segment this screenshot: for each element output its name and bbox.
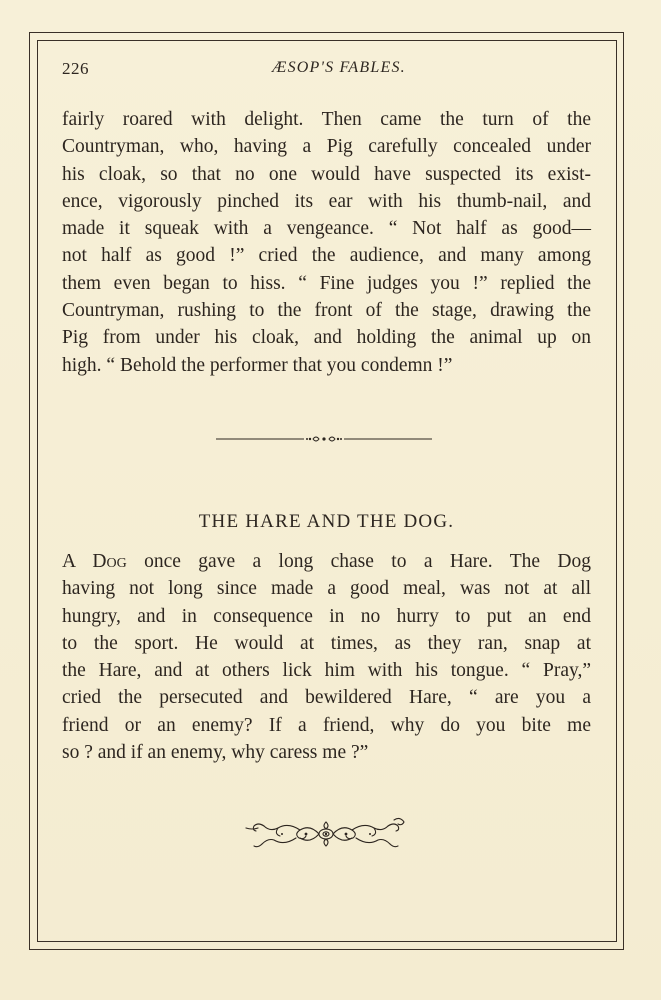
text-line: Pig from under his cloak, and holding the animal up on [62,327,591,349]
text-line: ence, vigorously pinched its ear with his thumb-nail, and [62,190,591,212]
section-divider-ornament [216,432,432,446]
first-line-rest: once gave a long chase to a Hare. The Dog [126,551,591,572]
text-line: friend or an enemy? If a friend, why do you bite me [62,714,591,736]
text-line: hungry, and in consequence in no hurry to put an end [62,605,591,627]
text-line: not half as good !” cried the audience, and many among [62,245,591,267]
text-line: fairly roared with delight. Then came the turn of the [62,109,591,130]
tailpiece-ornament-icon [244,812,408,856]
fable-title: THE HARE AND THE DOG. [198,511,455,532]
page-number: 226 [62,59,89,78]
running-title: ÆSOP'S FABLES. [272,59,406,76]
opening-word: Dog [92,551,127,572]
page-header [62,59,592,81]
text-line: the Hare, and at others lick him with his tongue. “ Pray,” [62,660,591,682]
opening-article: A [62,551,93,572]
text-line: high. “ Behold the performer that you condemn !” [62,354,453,376]
text-line: to the sport. He would at times, as they ran, snap at [62,632,591,654]
text-line: Countryman, rushing to the front of the stage, drawing the [62,300,591,322]
text-line: Countryman, who, having a Pig carefully concealed under [62,136,591,158]
text-line: cried the persecuted and bewildered Hare, “ are you a [62,687,591,709]
text-line: having not long since made a good meal, was not at all [62,578,591,600]
text-line: so ? and if an enemy, why caress me ?” [62,742,369,764]
text-line: made it squeak with a vengeance. “ Not half as good— [62,218,591,240]
previous-fable-ending [62,106,591,379]
text-line: them even began to hiss. “ Fine judges you !” replied the [62,272,591,294]
text-line [62,548,591,575]
text-line: his cloak, so that no one would have suspected its exist- [62,163,591,185]
fable-body [62,548,591,766]
